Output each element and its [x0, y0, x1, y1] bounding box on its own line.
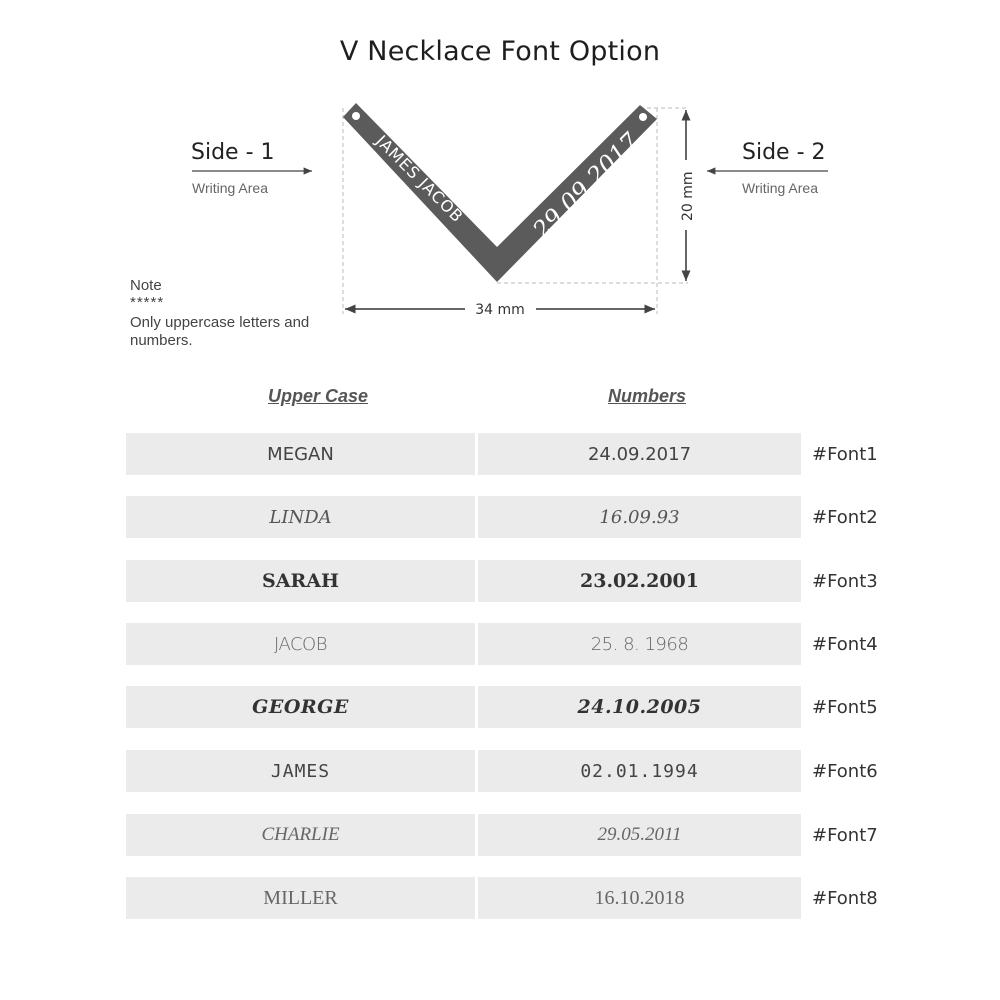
font-row-7 [126, 814, 906, 856]
number-sample: 16.09.93 [599, 506, 680, 528]
number-cell [478, 560, 801, 602]
engraving-side1: JAMES JACOB [372, 131, 468, 227]
number-cell [478, 433, 801, 475]
number-sample: 25. 8. 1968 [590, 633, 689, 655]
side1-label: Side - 1 [191, 140, 275, 165]
name-cell [126, 433, 475, 475]
name-cell [126, 750, 475, 792]
page-title: V Necklace Font Option [339, 36, 661, 67]
number-cell [478, 877, 801, 919]
side2-sublabel: Writing Area [742, 180, 818, 196]
side2-label: Side - 2 [742, 140, 826, 165]
number-sample: 23.02.2001 [580, 570, 699, 592]
number-cell [478, 686, 801, 728]
font-row-3 [126, 560, 906, 602]
font-tag: #Font4 [812, 633, 878, 655]
name-cell [126, 560, 475, 602]
width-label: 34 mm [475, 302, 525, 318]
name-sample: GEORGE [252, 696, 349, 718]
name-sample: JAMES [270, 760, 331, 782]
font-tag: #Font5 [812, 696, 878, 718]
font-row-8 [126, 877, 906, 919]
number-cell [478, 496, 801, 538]
number-sample: 24.10.2005 [577, 696, 702, 718]
font-row-4 [126, 623, 906, 665]
font-row-6 [126, 750, 906, 792]
font-tag: #Font3 [812, 570, 878, 592]
v-pendant [343, 103, 657, 282]
name-sample: JACOB [273, 633, 327, 655]
number-sample: 02.01.1994 [580, 760, 699, 782]
height-label: 20 mm [680, 171, 696, 221]
engraving-side2: 29.09.2017 [527, 127, 645, 245]
font-row-1 [126, 433, 906, 475]
note-title: Note [130, 277, 162, 294]
font-tag: #Font6 [812, 760, 878, 782]
name-sample: LINDA [269, 506, 332, 528]
note-text: Only uppercase letters and numbers. [130, 314, 310, 349]
number-sample: 16.10.2018 [594, 886, 685, 909]
header-upper-case: Upper Case [267, 386, 369, 406]
number-sample: 24.09.2017 [587, 443, 692, 465]
name-cell [126, 877, 475, 919]
name-cell [126, 623, 475, 665]
font-tag: #Font7 [812, 824, 878, 846]
font-row-5 [126, 686, 906, 728]
name-sample: CHARLIE [261, 824, 340, 845]
header-numbers: Numbers [607, 386, 687, 406]
font-tag: #Font2 [812, 506, 878, 528]
name-cell [126, 814, 475, 856]
number-cell [478, 814, 801, 856]
name-sample: MILLER [263, 886, 338, 909]
font-tag: #Font8 [812, 887, 878, 909]
name-sample: SARAH [262, 570, 339, 592]
name-sample: MEGAN [267, 443, 334, 465]
side1-sublabel: Writing Area [192, 180, 268, 196]
note-stars: ***** [130, 294, 165, 311]
number-sample: 29.05.2011 [597, 824, 682, 845]
font-row-2 [126, 496, 906, 538]
number-cell [478, 750, 801, 792]
name-cell [126, 686, 475, 728]
font-tag: #Font1 [812, 443, 878, 465]
name-cell [126, 496, 475, 538]
number-cell [478, 623, 801, 665]
